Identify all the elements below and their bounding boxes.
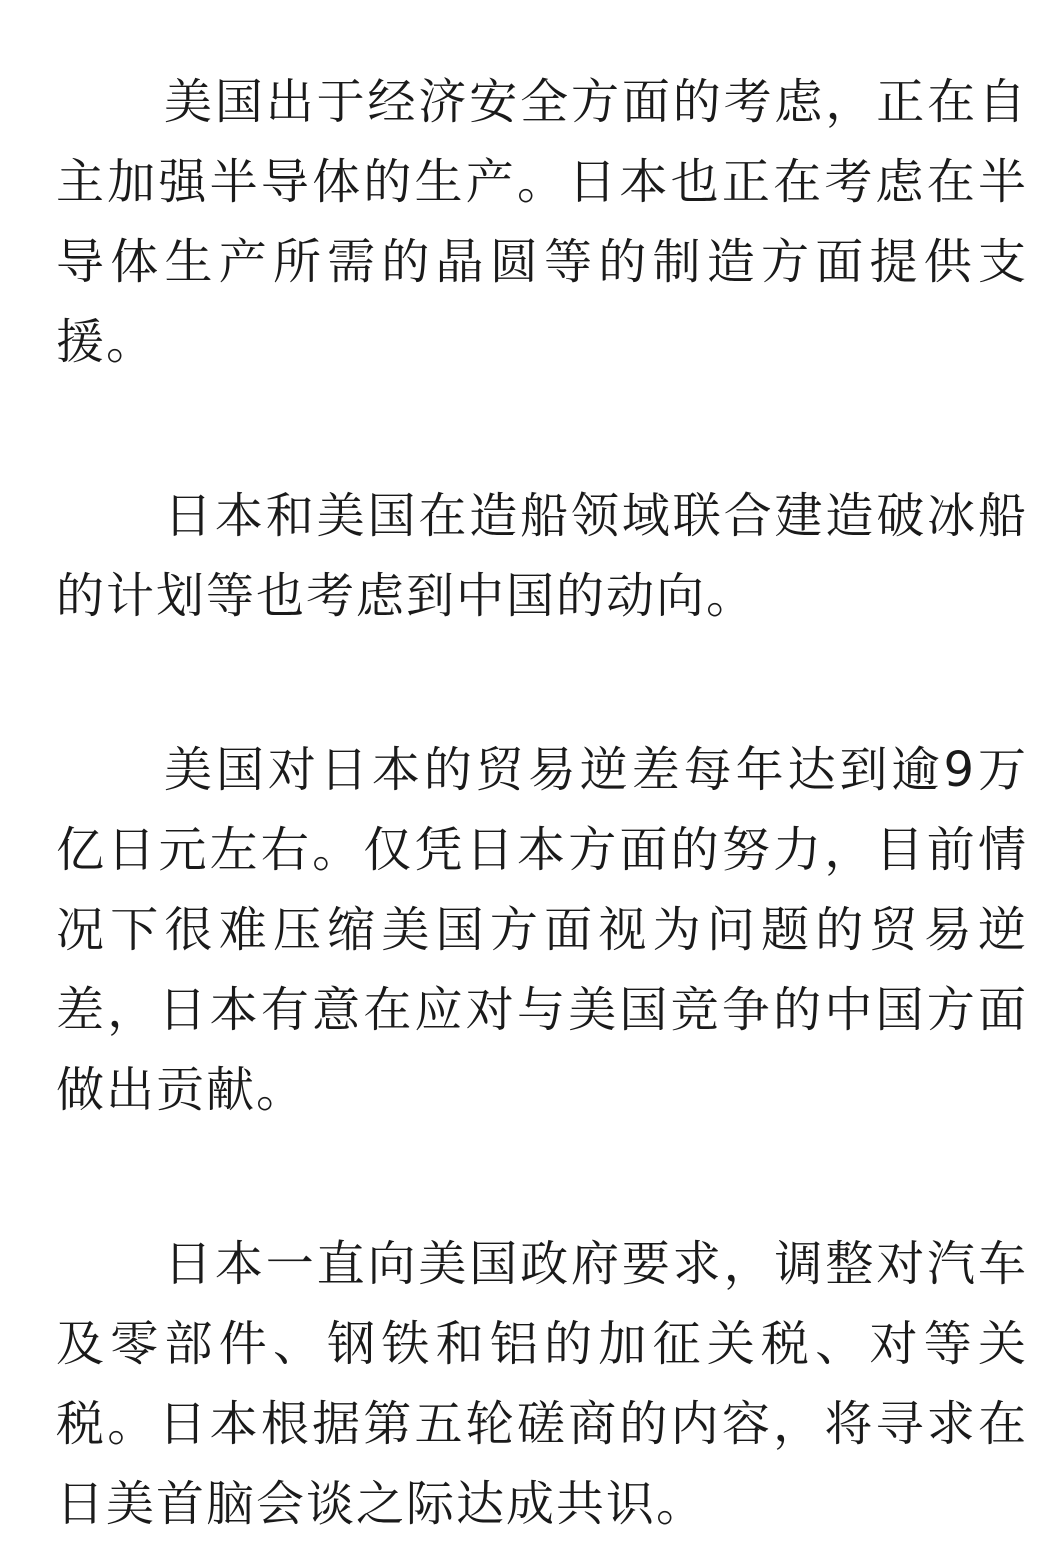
article-paragraph-1: 美国出于经济安全方面的考虑，正在自主加强半导体的生产。日本也正在考虑在半导体生产所需的晶圆等的制造方面提供支援。 (56, 74, 1028, 370)
article-body (56, 62, 1028, 1544)
article-paragraph-2: 日本和美国在造船领域联合建造破冰船的计划等也考虑到中国的动向。 (56, 488, 1028, 624)
article-paragraph-4: 日本一直向美国政府要求，调整对汽车及零部件、钢铁和铝的加征关税、对等关税。日本根据第五轮磋商的内容，将寻求在日美首脑会谈之际达成共识。 (56, 1236, 1028, 1532)
article-paragraph-3: 美国对日本的贸易逆差每年达到逾9万亿日元左右。仅凭日本方面的努力，目前情况下很难压缩美国方面视为问题的贸易逆差，日本有意在应对与美国竞争的中国方面做出贡献。 (56, 742, 1028, 1118)
